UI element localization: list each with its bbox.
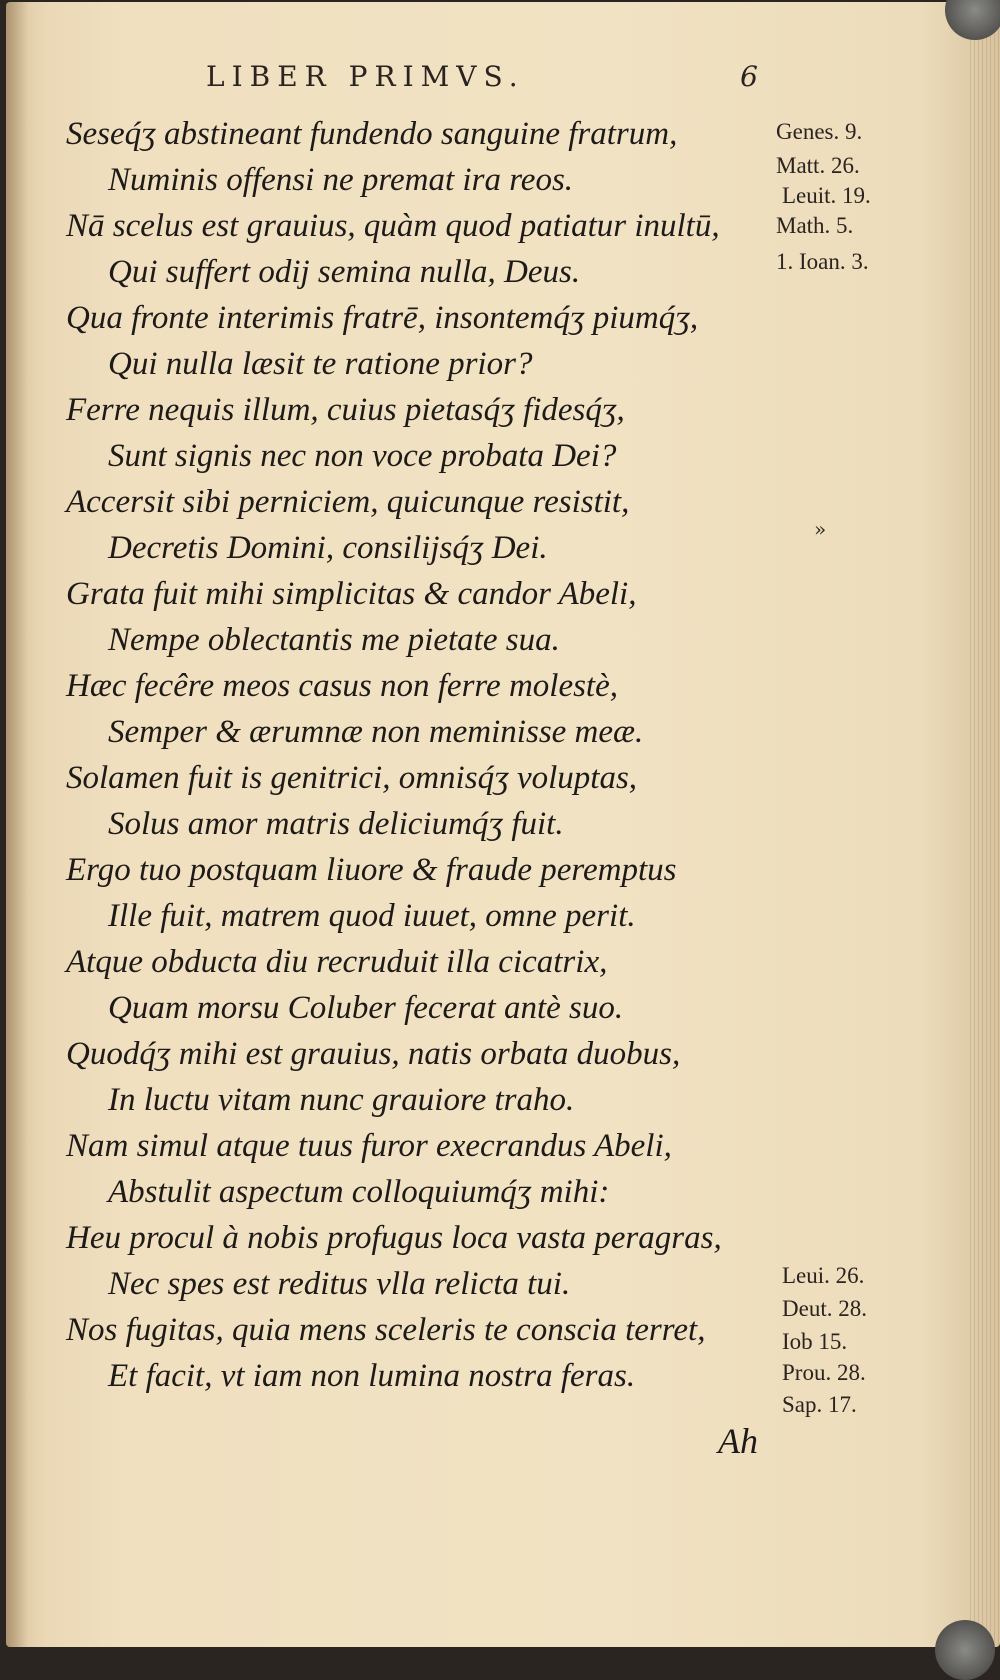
- verse-line: Qui nulla læsit te ratione prior?: [108, 346, 533, 382]
- verse-line: Hæc fecêre meos casus non ferre molestè,: [66, 668, 618, 704]
- verse-line: Quodq́ʒ mihi est grauius, natis orbata duobus,: [66, 1036, 681, 1072]
- verse-line: In luctu vitam nunc grauiore traho.: [108, 1082, 575, 1118]
- verse-line: Accersit sibi perniciem, quicunque resistit,: [66, 484, 630, 520]
- marginal-note: Prou. 28.: [782, 1360, 866, 1385]
- running-title: LIBER PRIMVS.: [206, 60, 525, 93]
- verse-line: Ille fuit, matrem quod iuuet, omne perit.: [108, 898, 636, 934]
- verse-line: Nos fugitas, quia mens sceleris te conscia terret,: [66, 1312, 706, 1348]
- verse-line: Semper & ærumnæ non meminisse meæ.: [108, 714, 644, 750]
- catchword: Ah: [718, 1421, 758, 1461]
- verse-line: Et facit, vt iam non lumina nostra feras.: [108, 1358, 636, 1394]
- verse-line: Heu procul à nobis profugus loca vasta peragras,: [66, 1220, 722, 1256]
- verse-line: Abstulit aspectum colloquiumq́ʒ mihi:: [108, 1174, 610, 1210]
- quotation-mark: »: [814, 517, 827, 541]
- verse-line: Nempe oblectantis me pietate sua.: [108, 622, 560, 658]
- verse-line: Decretis Domini, consilijsq́ʒ Dei.: [108, 530, 548, 566]
- marginal-note: Iob 15.: [782, 1329, 848, 1354]
- marginal-note: Genes. 9.: [776, 119, 863, 144]
- book-page: [6, 2, 1000, 1647]
- verse-line: Grata fuit mihi simplicitas & candor Abeli,: [66, 576, 637, 612]
- marginal-note: Sap. 17.: [782, 1392, 857, 1417]
- verse-line: Atque obducta diu recruduit illa cicatrix,: [66, 944, 608, 980]
- verse-line: Quam morsu Coluber fecerat antè suo.: [108, 990, 624, 1026]
- verse-line: Ferre nequis illum, cuius pietasq́ʒ fidesq́ʒ,: [66, 392, 625, 428]
- verse-line: Nam simul atque tuus furor execrandus Abeli,: [66, 1128, 672, 1164]
- verse-line: Numinis offensi ne premat ira reos.: [108, 162, 574, 198]
- verse-line: Qua fronte interimis fratrē, insontemq́ʒ piumq́ʒ,: [66, 300, 699, 336]
- verse-line: Qui suffert odij semina nulla, Deus.: [108, 254, 581, 290]
- verse-text: [6, 2, 786, 1422]
- verse-line: Seseq́ʒ abstineant fundendo sanguine fratrum,: [66, 116, 678, 152]
- page-number: 6: [740, 60, 758, 93]
- marginal-note: 1. Ioan. 3.: [776, 249, 869, 274]
- marginal-note: Math. 5.: [776, 213, 854, 238]
- verse-line: Sunt signis nec non voce probata Dei?: [108, 438, 617, 474]
- marginal-note: Leui. 26.: [782, 1263, 865, 1288]
- photo-clip: [935, 1620, 995, 1680]
- verse-line: Ergo tuo postquam liuore & fraude peremptus: [66, 852, 677, 888]
- verse-line: Solus amor matris deliciumq́ʒ fuit.: [108, 806, 564, 842]
- verse-line: Nā scelus est grauius, quàm quod patiatur inultū,: [66, 208, 720, 244]
- verse-line: Nec spes est reditus vlla relicta tui.: [108, 1266, 571, 1302]
- marginal-note: Matt. 26.: [776, 153, 860, 178]
- verse-line: Solamen fuit is genitrici, omnisq́ʒ voluptas,: [66, 760, 638, 796]
- marginal-note: Deut. 28.: [782, 1296, 867, 1321]
- marginal-note: Leuit. 19.: [782, 183, 871, 208]
